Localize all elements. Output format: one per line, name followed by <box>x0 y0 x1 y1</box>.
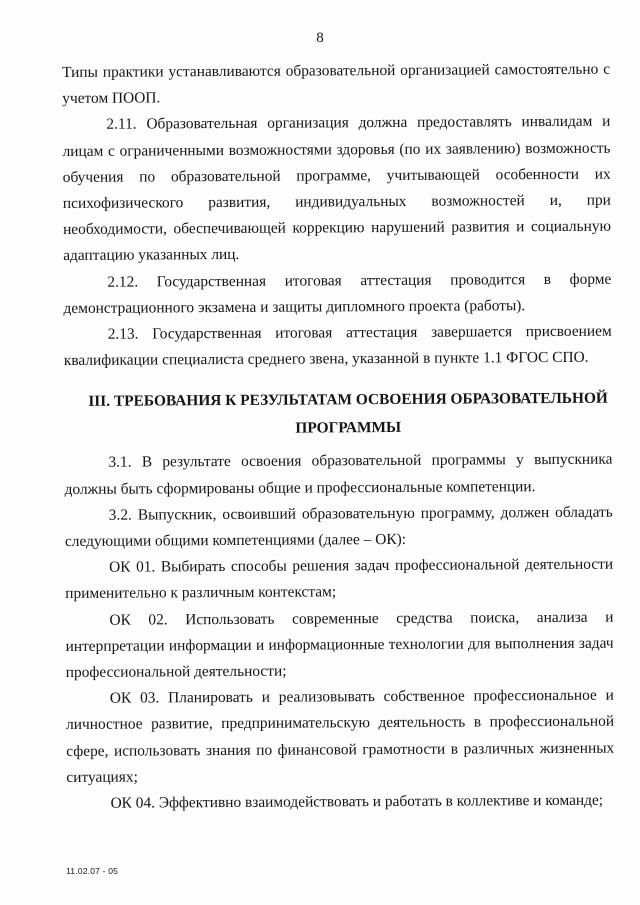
paragraph-3-1: 3.1. В результате освоения образовательной программы у выпускника должны быть сформированы общие и профессиональные компетенции. <box>64 451 613 498</box>
page-number: 8 <box>316 30 324 46</box>
competence-ok-01: ОК 01. Выбирать способы решения задач профессиональной деятельности применительно к различным контекстам; <box>65 555 614 603</box>
document-body <box>62 57 615 818</box>
paragraph-2-13: 2.13. Государственная итоговая аттестация завершается присвоением квалификации специалиста среднего звена, указанной в пункте 1.1 ФГОС СПО. <box>63 322 612 370</box>
competence-ok-03: ОК 03. Планировать и реализовывать собственное профессиональное и личностное развитие, предпринимательскую деятельность в профессиональной сфере, использовать знания по финансовой грамотности в различных жизненных ситуациях; <box>66 686 615 786</box>
paragraph-2-11: 2.11. Образовательная организация должна предоставлять инвалидам и лицам с ограниченными возможностями здоровья (по их заявлению) возможность обучения по образовательной программе, учитывающей особенности их психофизического развития, индивидуальных возможностей и, при необходимости, обеспечивающей коррекцию нарушений развития и социальную адаптацию указанных лиц. <box>62 113 612 265</box>
section-heading-iii: III. ТРЕБОВАНИЯ К РЕЗУЛЬТАТАМ ОСВОЕНИЯ ОБРАЗОВАТЕЛЬНОЙ ПРОГРАММЫ <box>88 390 608 438</box>
competence-ok-04: ОК 04. Эффективно взаимодействовать и работать в коллективе и команде; <box>110 791 604 812</box>
paragraph-3-2: 3.2. Выпускник, освоивший образовательную программу, должен обладать следующими общими компетенциями (далее – ОК): <box>64 503 613 551</box>
paragraph-practice-types: Типы практики устанавливаются образовательной организацией самостоятельно с учетом ПООП. <box>62 60 611 108</box>
competence-ok-02: ОК 02. Использовать современные средства поиска, анализа и интерпретации информации и информационные технологии для выполнения задач профессиональной деятельности; <box>65 608 614 682</box>
paragraph-2-12: 2.12. Государственная итоговая аттестация проводится в форме демонстрационного экзамена и защиты дипломного проекта (работы). <box>63 270 612 317</box>
footer-document-code: 11.02.07 - 05 <box>66 866 119 876</box>
